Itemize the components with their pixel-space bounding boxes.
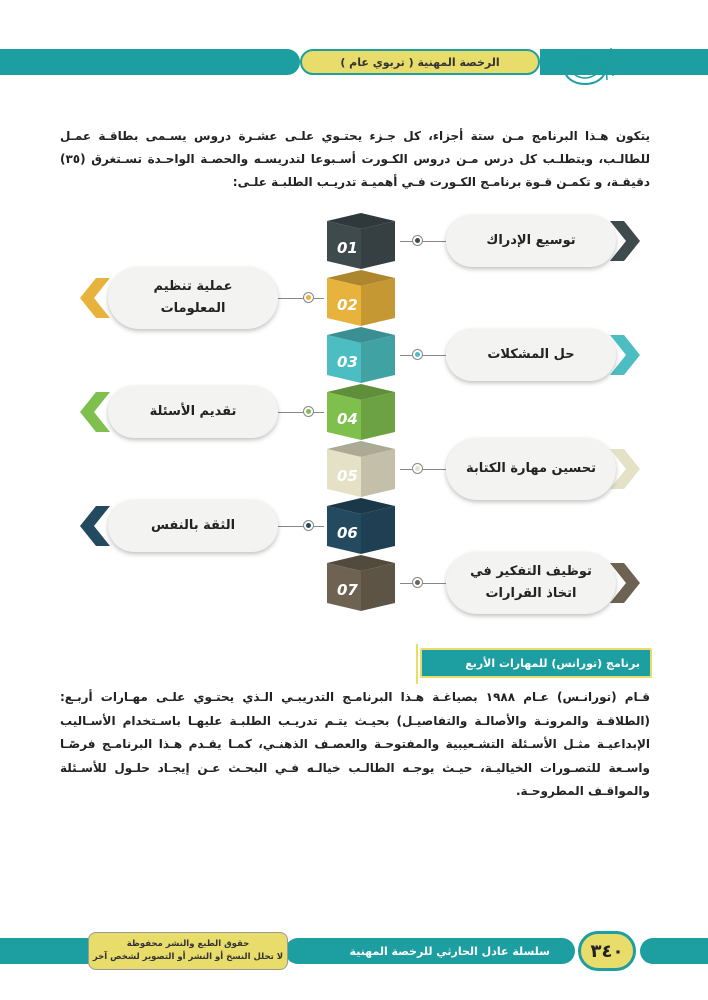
footer-bar-left [0,938,90,964]
intro-paragraph: يتكون هـذا البرنامج مـن ستة أجزاء، كل جـزء يحتـوي علـى عشـرة دروس يسـمى بطاقـة عمـل للطالـب، ويتطلـب كل درس مـن دروس الكـورت أسـبوعا لتدريسـه والحصـة الواحـدة تسـتغرق (٣٥) دقيقـة، و تكمـن قـوة برنامـج الكـورت فـي أهميـة تدريـب الطلبـة علـى: [60,129,650,189]
skill-label-3: حل المشكلات [446,329,616,381]
skill-label-4: تقديم الأسئلة [108,386,278,438]
connector-dot-center [306,409,311,414]
connector-line [276,412,324,413]
connector-dot [412,577,423,588]
connector-dot-center [306,523,311,528]
step-number: 01 [337,239,358,257]
header-bar-left [0,49,300,75]
step-number: 07 [337,581,358,599]
connector-line [400,583,448,584]
step-number: 05 [337,467,358,485]
copyright-line-1: حقوق الطبع والنشر محفوظة [126,939,250,949]
footer-bar-right [640,938,708,964]
connector-dot [303,406,314,417]
connector-line [400,241,448,242]
connector-dot-center [306,295,311,300]
calligraphy-logo-icon [555,40,631,90]
step-number: 04 [337,410,358,428]
connector-dot-center [415,352,420,357]
header-title: الرخصة المهنية ( تربوي عام ) [300,49,540,75]
connector-dot [303,292,314,303]
section-paragraph: قـام (تورانـس) عـام ١٩٨٨ بصياغـة هـذا البرنامـج التدريبـي الـذي يحتـوي علـى مهـارات أربـع: (الطلاقـة والمرونـة والأصالـة والتفاصيـل) بحيـث يتـم تدريـب الطلبـة عليهـا باسـتخدام الأسـاليب الإبداعيـة مثـل الأسـئلة التشـعيبية والمفتوحـة والعصـف الذهنـي، كمـا يقـدم هـذا البرنامـج فرصًـا واسـعة للتصـورات الخياليـة، حيـث يوجـه الطالـب خيالـه فـي البحـث عـن إيجـاد حلـول للأسـئلة والمواقـف المطروحـة. [60,690,651,798]
skill-label-1: توسيع الإدراك [446,215,616,267]
connector-line [400,355,448,356]
step-number: 06 [337,524,358,542]
connector-line [400,469,448,470]
skill-label-7: توظيف التفكير في اتخاذ القرارات [446,552,616,614]
section-heading: برنامج (تورانس) للمهارات الأربع [420,648,652,678]
chevron-arrow-icon [80,392,110,432]
chevron-arrow-icon [80,278,110,318]
step-cube-7 [323,547,399,613]
step-number: 03 [337,353,358,371]
step-number: 02 [337,296,358,314]
connector-dot-center [415,580,420,585]
connector-line [276,526,324,527]
connector-line [276,298,324,299]
page-number: ٣٤٠ [578,931,636,971]
connector-dot-center [415,238,420,243]
footer-series-title: سلسلة عادل الحارثي للرخصة المهنية [349,944,550,958]
skill-label-2: عملية تنظيم المعلومات [108,267,278,329]
connector-dot [303,520,314,531]
chevron-arrow-icon [80,506,110,546]
footer-copyright [88,932,288,970]
connector-dot-center [415,466,420,471]
connector-dot [412,235,423,246]
skill-label-6: الثقة بالنفس [108,500,278,552]
copyright-line-2: لا تحلل النسخ أو النشر أو التصوير لشخص آخر [92,952,284,962]
connector-dot [412,349,423,360]
skill-label-5: تحسين مهارة الكتابة [446,438,616,500]
connector-dot [412,463,423,474]
